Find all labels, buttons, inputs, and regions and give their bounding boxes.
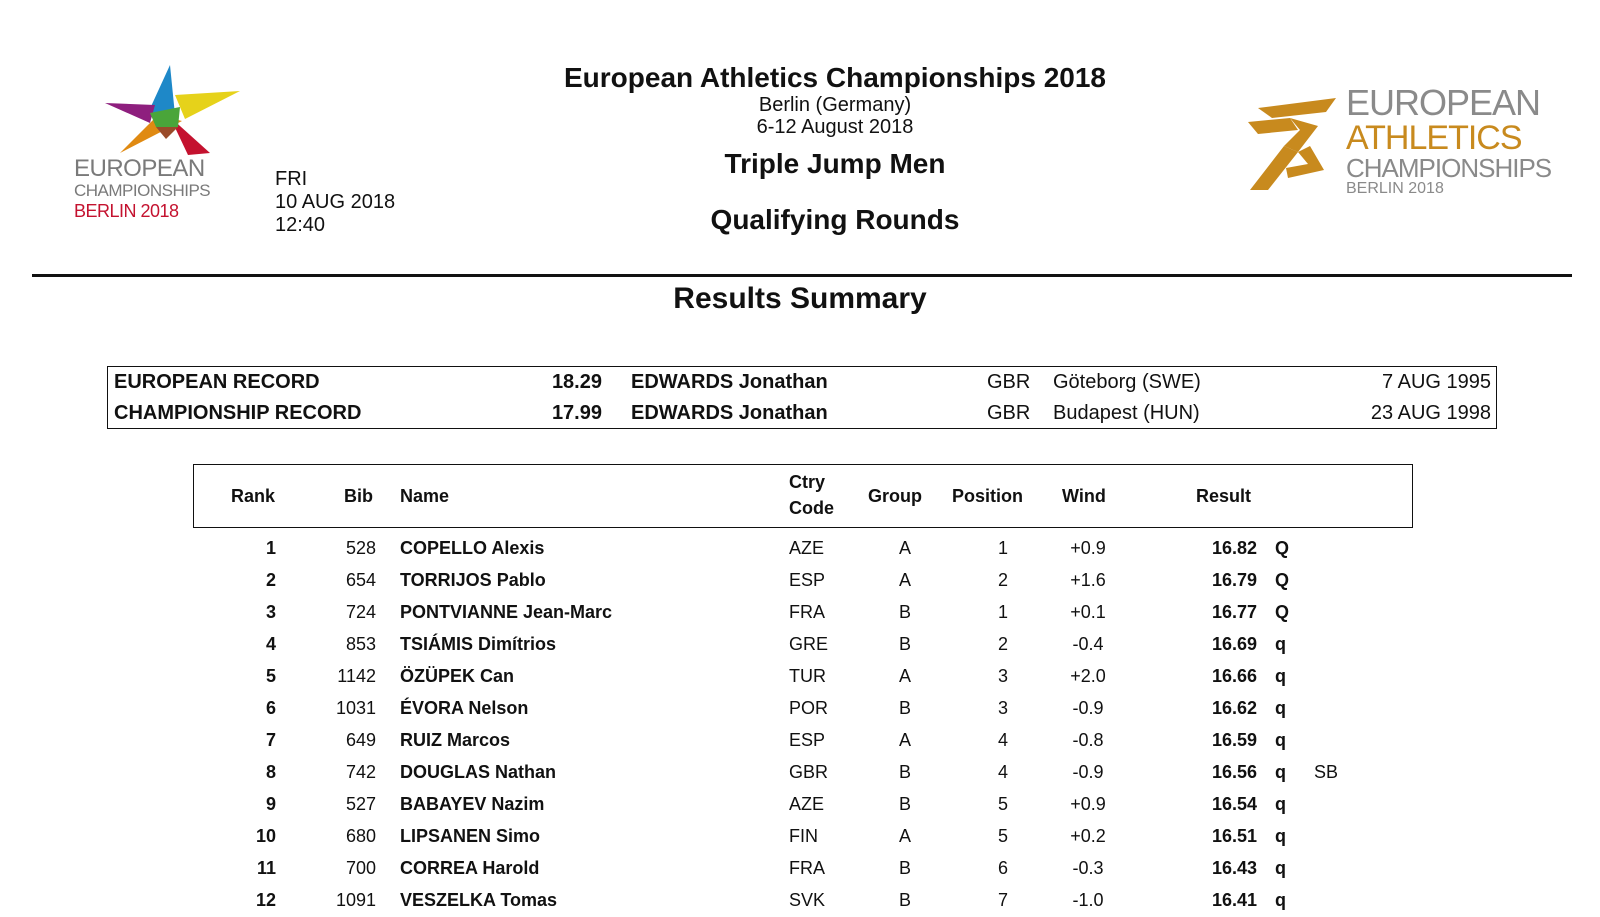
wind-cell: -0.8 [1072,730,1104,750]
bib-cell: 742 [345,762,376,782]
column-header-result: Result [1196,486,1252,506]
qualification-cell: q [1275,826,1286,846]
championship-venue: Berlin (Germany) [758,94,912,116]
wind-cell: +1.6 [1070,570,1106,590]
athlete-name-cell: ÖZÜPEK Can [400,666,515,686]
athlete-name-cell: BABAYEV Nazim [400,794,545,814]
result-cell: 16.54 [1211,794,1257,814]
column-header-name: Name [400,486,450,506]
athlete-name-cell: LIPSANEN Simo [400,826,541,846]
record-holder: EDWARDS Jonathan [631,402,828,424]
position-cell: 3 [997,666,1008,686]
table-row [0,564,1600,596]
left-logo-line1: EUROPEAN [74,155,205,182]
star-logo-icon [70,55,245,155]
note-cell: SB [1314,762,1339,782]
result-cell: 16.41 [1211,890,1257,910]
position-cell: 1 [997,538,1008,558]
position-cell: 7 [997,890,1008,910]
table-row [0,788,1600,820]
result-cell: 16.69 [1211,634,1257,654]
qualification-cell: q [1275,858,1286,878]
record-mark: 18.29 [551,371,602,393]
rank-cell: 4 [265,634,276,654]
qualification-cell: q [1275,634,1286,654]
running-figure-icon [1228,90,1343,200]
position-cell: 5 [997,826,1008,846]
left-logo-text [74,157,210,221]
position-cell: 4 [997,730,1008,750]
table-row [0,724,1600,756]
qualification-cell: Q [1275,570,1290,590]
group-cell: B [898,890,911,910]
rank-cell: 1 [265,538,276,558]
group-cell: B [898,794,911,814]
column-header-bib: Bib [344,486,373,506]
result-cell: 16.59 [1211,730,1257,750]
rank-cell: 12 [255,890,276,910]
column-header-group: Group [868,486,922,506]
wind-cell: +0.9 [1070,538,1106,558]
country-cell: ESP [789,570,826,590]
qualification-cell: q [1275,730,1286,750]
right-logo-line3: CHAMPIONSHIPS [1346,153,1552,183]
result-cell: 16.79 [1211,570,1257,590]
wind-cell: +0.2 [1070,826,1106,846]
result-cell: 16.56 [1211,762,1257,782]
wind-cell: +2.0 [1070,666,1106,686]
bib-cell: 680 [345,826,376,846]
country-cell: GBR [789,762,829,782]
left-logo-line2: CHAMPIONSHIPS [74,181,211,200]
record-label: EUROPEAN RECORD [114,371,320,393]
record-row [108,367,1496,398]
table-row [0,756,1600,788]
wind-cell: -0.3 [1072,858,1104,878]
record-date: 23 AUG 1998 [1370,402,1491,424]
result-cell: 16.82 [1211,538,1257,558]
athlete-name-cell: TORRIJOS Pablo [400,570,546,590]
results-summary-title: Results Summary [673,282,927,315]
bib-cell: 1031 [335,698,376,718]
session-day: FRI [275,168,308,190]
group-cell: A [898,666,911,686]
group-cell: A [898,538,911,558]
column-header-rank: Rank [231,486,276,506]
wind-cell: -0.4 [1072,634,1104,654]
position-cell: 5 [997,794,1008,814]
athlete-name-cell: TSIÁMIS Dimítrios [400,634,557,654]
session-datetime [275,168,395,237]
position-cell: 6 [997,858,1008,878]
result-cell: 16.62 [1211,698,1257,718]
column-header-position: Position [952,486,1023,506]
bib-cell: 724 [345,602,376,622]
record-holder: EDWARDS Jonathan [631,371,828,393]
table-row [0,532,1600,564]
table-row [0,628,1600,660]
group-cell: A [898,730,911,750]
record-date: 7 AUG 1995 [1382,371,1491,393]
record-mark: 17.99 [551,402,602,424]
bib-cell: 1091 [335,890,376,910]
group-cell: B [898,858,911,878]
result-cell: 16.66 [1211,666,1257,686]
athlete-name-cell: PONTVIANNE Jean-Marc [400,602,613,622]
table-row [0,884,1600,916]
record-venue: Budapest (HUN) [1053,402,1200,424]
record-venue: Göteborg (SWE) [1053,371,1201,393]
qualification-cell: q [1275,698,1286,718]
position-cell: 2 [997,570,1008,590]
rank-cell: 5 [265,666,276,686]
country-cell: FRA [789,602,825,622]
wind-cell: +0.1 [1070,602,1106,622]
bib-cell: 527 [345,794,376,814]
wind-cell: -0.9 [1072,762,1104,782]
wind-cell: -0.9 [1072,698,1104,718]
column-header-ctry: Ctry [789,472,826,492]
group-cell: B [898,602,911,622]
position-cell: 2 [997,634,1008,654]
wind-cell: +0.9 [1070,794,1106,814]
qualification-cell: q [1275,666,1286,686]
rank-cell: 10 [255,826,276,846]
event-name: Triple Jump Men [724,148,946,179]
group-cell: B [898,762,911,782]
table-row [0,660,1600,692]
result-cell: 16.43 [1211,858,1257,878]
championship-title: European Athletics Championships 2018 [564,62,1106,93]
athlete-name-cell: COPELLO Alexis [400,538,545,558]
country-cell: GRE [789,634,829,654]
bib-cell: 654 [345,570,376,590]
result-cell: 16.77 [1211,602,1257,622]
table-row [0,820,1600,852]
country-cell: POR [789,698,829,718]
athlete-name-cell: VESZELKA Tomas [400,890,558,910]
bib-cell: 649 [345,730,376,750]
results-column-headers [193,464,1413,528]
session-date: 10 AUG 2018 [275,191,396,213]
column-header-code: Code [789,498,834,518]
rank-cell: 9 [265,794,276,814]
rank-cell: 2 [265,570,276,590]
document-header [470,62,1200,236]
group-cell: B [898,698,911,718]
qualification-cell: Q [1275,602,1290,622]
bib-cell: 528 [345,538,376,558]
right-logo-line4: BERLIN 2018 [1346,180,1444,197]
table-row [0,596,1600,628]
country-cell: ESP [789,730,826,750]
record-row [108,398,1496,429]
country-cell: AZE [789,538,825,558]
rank-cell: 8 [265,762,276,782]
group-cell: A [898,570,911,590]
position-cell: 4 [997,762,1008,782]
left-logo-line3: BERLIN 2018 [74,201,179,221]
qualification-cell: q [1275,794,1286,814]
position-cell: 3 [997,698,1008,718]
championship-dates: 6-12 August 2018 [756,116,914,138]
athlete-name-cell: RUIZ Marcos [400,730,511,750]
qualification-cell: q [1275,762,1286,782]
session-time: 12:40 [275,214,326,236]
rank-cell: 11 [256,858,276,878]
group-cell: A [898,826,911,846]
country-cell: TUR [789,666,826,686]
header-divider [32,274,1572,277]
athlete-name-cell: ÉVORA Nelson [400,698,529,718]
rank-cell: 3 [265,602,276,622]
european-athletics-logo [1228,82,1552,205]
table-row [0,692,1600,724]
rank-cell: 7 [265,730,276,750]
table-row [0,852,1600,884]
rank-cell: 6 [265,698,276,718]
right-logo-line1: EUROPEAN [1346,82,1541,123]
wind-cell: -1.0 [1072,890,1104,910]
record-label: CHAMPIONSHIP RECORD [114,402,362,424]
bib-cell: 853 [345,634,376,654]
right-logo-line2: ATHLETICS [1346,119,1522,157]
record-country: GBR [987,371,1031,393]
qualification-cell: q [1275,890,1286,910]
athlete-name-cell: DOUGLAS Nathan [400,762,557,782]
country-cell: AZE [789,794,825,814]
position-cell: 1 [997,602,1008,622]
country-cell: FRA [789,858,825,878]
record-country: GBR [987,402,1031,424]
bib-cell: 700 [345,858,376,878]
athlete-name-cell: CORREA Harold [400,858,540,878]
qualification-cell: Q [1275,538,1290,558]
right-logo-text [1346,82,1552,197]
bib-cell: 1142 [337,666,376,686]
european-championships-logo [70,55,245,225]
records-box [107,366,1497,429]
country-cell: FIN [789,826,818,846]
result-cell: 16.51 [1211,826,1257,846]
group-cell: B [898,634,911,654]
country-cell: SVK [789,890,826,910]
column-header-wind: Wind [1062,486,1106,506]
round-name: Qualifying Rounds [710,204,960,235]
